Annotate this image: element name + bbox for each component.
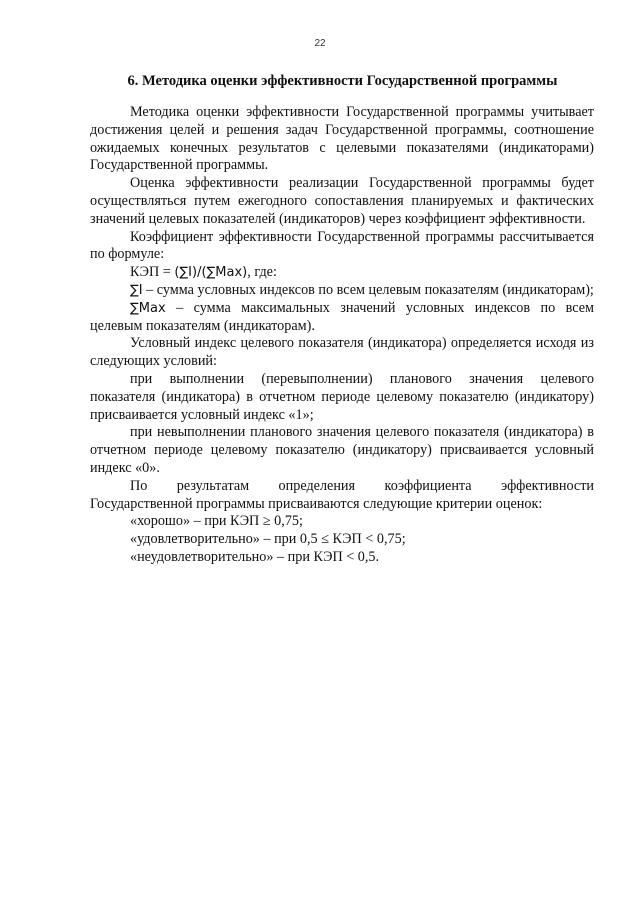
formula-rhs: , где: — [247, 264, 277, 281]
condition-not-fulfilled: при невыполнении планового значения целевого показателя (индикатора) в отчетном периоде целевому показателю (индикатору) присваивается условный индекс «0». — [90, 424, 594, 476]
formula-expression: (∑I)/(∑Max) — [174, 265, 248, 281]
sum-i-symbol: ∑I — [130, 282, 143, 298]
condition-fulfilled: при выполнении (перевыполнении) планового значения целевого показателя (индикатора) в отчетном периоде целевому показателю (индикатору) присваивается условный индекс «1»; — [90, 370, 594, 423]
paragraph-conditional-index: Условный индекс целевого показателя (индикатора) определяется исходя из следующих условий: — [90, 335, 594, 370]
formula-lhs: КЭП = — [130, 264, 175, 281]
formula-line — [90, 264, 594, 282]
definition-sum-i — [90, 282, 594, 300]
criterion-good: «хорошо» – при КЭП ≥ 0,75; — [130, 513, 303, 530]
sum-i-text: – сумма условных индексов по всем целевым показателям (индикаторам); — [142, 281, 594, 298]
paragraph-evaluation: Оценка эффективности реализации Государственной программы будет осуществляться путем ежегодного сопоставления планируемых и фактических значений целевых показателей (индикаторов) через коэффициент эффективности. — [90, 175, 594, 227]
paragraph-coefficient: Коэффициент эффективности Государственной программы рассчитывается по формуле: — [90, 228, 594, 263]
paragraph-criteria: По результатам определения коэффициента эффективности Государственной программы присваиваются следующие критерии оценок: — [90, 477, 594, 512]
page-number: 22 — [314, 38, 326, 49]
paragraph-methodology: Методика оценки эффективности Государственной программы учитывает достижения целей и решения задач Государственной программы, соотношение ожидаемых конечных результатов с целевыми показателями (индикаторами) Государственной программы. — [90, 104, 594, 174]
section-title: 6. Методика оценки эффективности Государственной программы — [127, 73, 558, 89]
definition-sum-max — [90, 300, 594, 336]
criterion-satisfactory: «удовлетворительно» – при 0,5 ≤ КЭП < 0,75; — [130, 531, 406, 548]
sum-max-text: – сумма максимальных значений условных индексов по всем целевым показателям (индикаторам). — [90, 299, 594, 334]
criterion-unsatisfactory: «неудовлетворительно» – при КЭП < 0,5. — [130, 548, 380, 565]
sum-max-symbol: ∑Max — [130, 300, 166, 316]
document-body — [90, 104, 594, 567]
